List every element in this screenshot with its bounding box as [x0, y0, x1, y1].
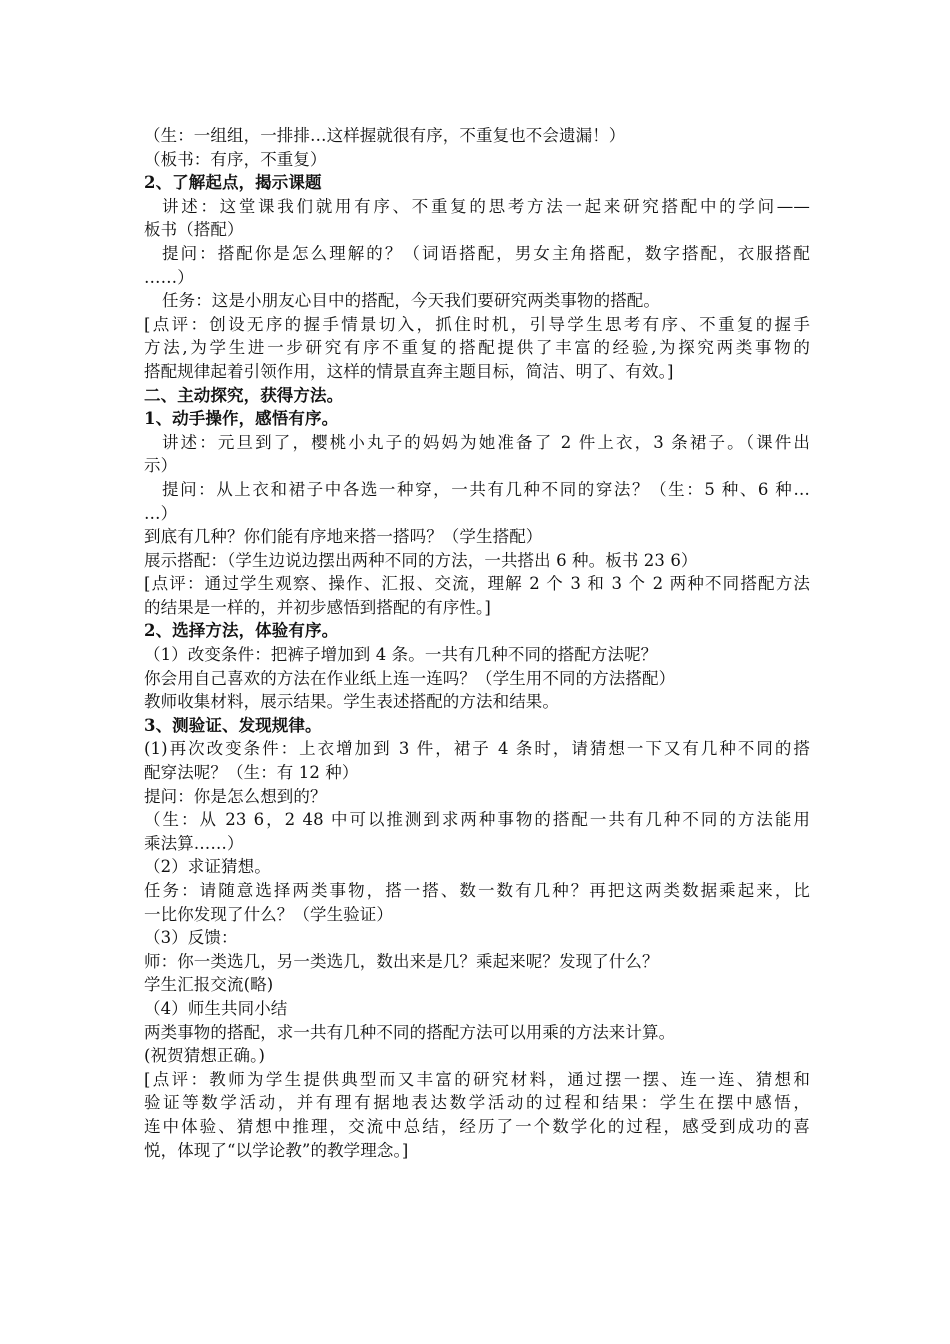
section-heading: 3、测验证、发现规律。 [144, 715, 322, 735]
paragraph-line: 悦，体现了“以学论教”的教学理念。] [144, 1140, 409, 1160]
paragraph-line: 板书（搭配） [144, 220, 244, 240]
paragraph-line: 方法,为学生进一步研究有序不重复的搭配提供了丰富的经验,为探究两类事物的 [144, 338, 810, 358]
paragraph-line: 到底有几种？你们能有序地来搭一搭吗？（学生搭配） [144, 527, 543, 547]
paragraph-line: [点评：通过学生观察、操作、汇报、交流，理解 2 个 3 和 3 个 2 两种不同搭配方法 [144, 574, 810, 594]
paragraph-line: 验证等数学活动，并有理有据地表达数学活动的过程和结果：学生在摆中感悟， [144, 1093, 810, 1113]
paragraph-line: [点评：创设无序的握手情景切入，抓住时机，引导学生思考有序、不重复的握手 [144, 314, 810, 334]
paragraph-line: 乘法算……） [144, 833, 244, 853]
document-body [144, 124, 810, 1162]
paragraph-line: [点评：教师为学生提供典型而又丰富的研究材料，通过摆一摆、连一连、猜想和 [144, 1069, 810, 1089]
paragraph-line: （4）师生共同小结 [144, 998, 288, 1018]
paragraph-line: 两类事物的搭配，求一共有几种不同的搭配方法可以用乘的方法来计算。 [144, 1022, 676, 1042]
paragraph-line: （生：一组组，一排排…这样握就很有序，不重复也不会遗漏！） [144, 126, 626, 145]
paragraph-line: （板书：有序，不重复） [144, 149, 327, 169]
section-heading: 2、了解起点，揭示课题 [144, 173, 322, 193]
paragraph-line: 任务：请随意选择两类事物，搭一搭、数一数有几种？再把这两类数据乘起来，比 [144, 881, 810, 900]
section-heading: 1、动手操作，感悟有序。 [144, 409, 339, 429]
section-heading: 二、主动探究，获得方法。 [144, 385, 344, 405]
paragraph-line: 配穿法呢？（生：有 12 种） [144, 763, 359, 783]
paragraph-line: 学生汇报交流(略) [144, 975, 274, 995]
paragraph-line: 一比你发现了什么？（学生验证） [144, 904, 393, 924]
section-heading: 2、选择方法，体验有序。 [144, 621, 339, 641]
paragraph-line: 的结果是一样的，并初步感悟到搭配的有序性。] [144, 597, 491, 617]
paragraph-line: (1)再次改变条件：上衣增加到 3 件，裙子 4 条时，请猜想一下又有几种不同的搭 [144, 739, 810, 759]
paragraph-line: (祝贺猜想正确。) [144, 1046, 266, 1066]
paragraph-line: 展示搭配：（学生边说边摆出两种不同的方法，一共搭出 6 种。板书 23 6） [144, 550, 698, 570]
paragraph-line: 师：你一类选几，另一类选几，数出来是几？乘起来呢？发现了什么？ [144, 951, 659, 971]
paragraph-line: …） [144, 503, 178, 523]
paragraph-line: 讲述：这堂课我们就用有序、不重复的思考方法一起来研究搭配中的学问—— [162, 196, 810, 216]
paragraph-line: 提问：你是怎么想到的？ [144, 786, 327, 806]
paragraph-line: 搭配规律起着引领作用，这样的情景直奔主题目标，简洁、明了、有效。] [144, 361, 674, 381]
paragraph-line: 任务：这是小朋友心目中的搭配，今天我们要研究两类事物的搭配。 [162, 291, 660, 311]
paragraph-line: （2）求证猜想。 [144, 857, 271, 877]
paragraph-line: 教师收集材料，展示结果。学生表述搭配的方法和结果。 [144, 692, 559, 712]
paragraph-line: 示） [144, 456, 178, 476]
paragraph-line: 提问：从上衣和裙子中各选一种穿，一共有几种不同的穿法？（生：5 种、6 种… [162, 479, 810, 499]
paragraph-line: ……） [144, 267, 194, 287]
paragraph-line: （1）改变条件：把裤子增加到 4 条。一共有几种不同的搭配方法呢？ [144, 645, 658, 665]
paragraph-line: 你会用自己喜欢的方法在作业纸上连一连吗？（学生用不同的方法搭配） [144, 668, 676, 688]
paragraph-line: 讲述：元旦到了，樱桃小丸子的妈妈为她准备了 2 件上衣，3 条裙子。（课件出 [162, 432, 810, 452]
paragraph-line: 提问：搭配你是怎么理解的？（词语搭配，男女主角搭配，数字搭配，衣服搭配 [162, 243, 810, 263]
paragraph-line: 连中体验、猜想中推理，交流中总结，经历了一个数学化的过程，感受到成功的喜 [144, 1116, 810, 1136]
paragraph-line: （3）反馈： [144, 928, 238, 948]
paragraph-line: （生：从 23 6，2 48 中可以推测到求两种事物的搭配一共有几种不同的方法能用 [144, 810, 810, 830]
